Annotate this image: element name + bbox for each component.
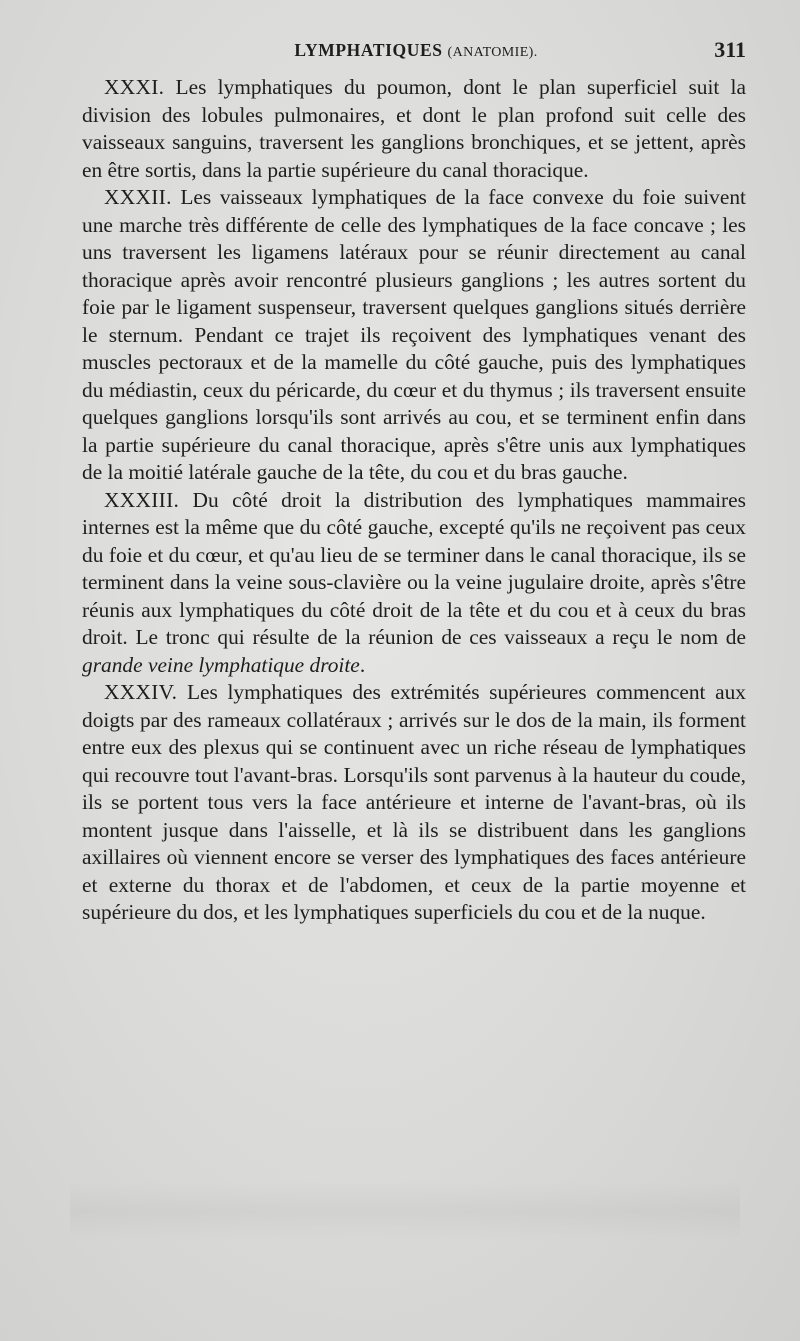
italic-term: grande veine lymphatique droite	[82, 652, 360, 677]
paragraph-text: Les vaisseaux lymphatiques de la face convexe du foie suivent une marche très différente de celle des lymphatiques de la face concave ; les uns traversent les ligamens latéraux pour se réunir directement au canal thoracique après avoir rencontré plusieurs ganglions ; les autres sortent du foie par le ligament suspenseur, traversent quelques ganglions situés derrière le sternum. Pendant ce trajet ils reçoivent des lymphatiques venant des muscles pectoraux et de la mamelle du côté gauche, puis des lymphatiques du médiastin, ceux du péricarde, du cœur et du thymus ; ils traversent ensuite quelques ganglions lorsqu'ils sont arrivés au cou, et se terminent enfin dans la partie supérieure du canal thoracique, après s'être unis aux lymphatiques de la moitié latérale gauche de la tête, du cou et du bras gauche.	[82, 185, 746, 484]
paragraph-xxxiv	[82, 679, 746, 927]
paragraph-xxxi	[82, 74, 746, 184]
paragraph-xxxii	[82, 184, 746, 487]
running-head-main: LYMPHATIQUES	[294, 40, 443, 60]
paragraph-text: Les lymphatiques des extrémités supérieures commencent aux doigts par des rameaux collatéraux ; arrivés sur le dos de la main, ils forment entre eux des plexus qui se continuent avec un riche réseau de lymphatiques qui recouvre tout l'avant-bras. Lorsqu'ils sont parvenus à la hauteur du coude, ils se portent tous vers la face antérieure et interne de l'avant-bras, où ils montent jusque dans l'aisselle, et là ils se distribuent dans les ganglions axillaires où viennent encore se verser des lymphatiques des faces antérieure et externe du thorax et de l'abdomen, et ceux de la partie moyenne et supérieure du dos, et les lymphatiques superficiels du cou et de la nuque.	[82, 680, 746, 924]
paragraph-xxxiii	[82, 487, 746, 680]
show-through-shadow	[70, 1181, 740, 1241]
running-head	[82, 40, 750, 61]
paragraph-text: Les lymphatiques du poumon, dont le plan superficiel suit la division des lobules pulmonaires, et dont le plan profond suit celle des vaisseaux sanguins, traversent les ganglions bronchiques, et se jettent, après en être sortis, dans la partie supérieure du canal thoracique.	[82, 75, 746, 182]
paragraph-number: XXXIV.	[104, 680, 178, 704]
paragraph-number: XXXIII.	[104, 487, 180, 512]
paragraph-text: Du côté droit la distribution des lymphatiques mammaires internes est la même que du côté gauche, excepté qu'ils ne reçoivent pas ceux du foie et du cœur, et qu'au lieu de se terminer dans le canal thoracique, ils se terminent dans la veine sous-clavière ou la veine jugulaire droite, après s'être réunis aux lymphatiques du côté droit de la tête et du cou et à ceux du bras droit. Le tronc qui résulte de la réunion de ces vaisseaux a reçu le nom de	[82, 487, 746, 649]
page-body	[82, 74, 746, 927]
paragraph-end: .	[359, 652, 366, 677]
page-number: 311	[714, 37, 746, 62]
paragraph-number: XXXII.	[104, 185, 172, 209]
page-header	[82, 37, 750, 70]
running-head-sub: (ANATOMIE).	[447, 45, 538, 60]
paragraph-number: XXXI.	[104, 75, 165, 99]
